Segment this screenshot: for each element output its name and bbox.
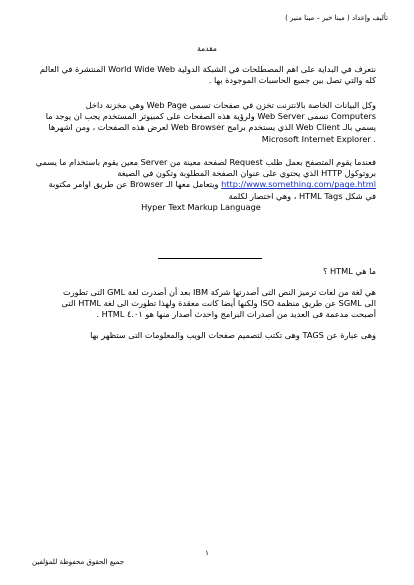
request-link-line (26, 179, 376, 190)
page-title: مقدمة (197, 44, 217, 53)
request-paragraph (26, 157, 376, 213)
web-page-paragraph (26, 100, 376, 145)
intro-paragraph (26, 64, 376, 86)
definition-line: أصبحت مدعمة فى العديد من أصدرات البرامج واحدث أصدار منها هو ٤.٠١ HTML . (96, 309, 376, 320)
request-line: فعندما يقوم المتصفح بعمل طلب Request لصفحة معينة من Server معين يقوم باستخدام ما يسمي (35, 157, 376, 167)
html-expansion: Hyper Text Markup Language (141, 201, 261, 212)
tags-line: في شكل HTML Tags ، وهي اختصار لكلمة (228, 190, 376, 201)
definition-paragraph (26, 287, 376, 321)
author-credit: تأليف وإعداد ( مينا خير – مينا منير ) (285, 14, 388, 22)
intro-line: كله والتي تصل بين جميع الحاسبات الموجودة بها . (208, 75, 376, 86)
request-line: بروتوكول HTTP الذي يحتوي على عنوان الصفحة المطلوبة وتكون في الصيغة (117, 168, 376, 179)
web-page-line: يسمي بالـ Web Client الذي يستخدم برامج Web Browser لعرض هذه الصفحات ، ومن اشهرها (48, 122, 376, 133)
copyright-notice: جميع الحقوق محفوظة للمؤلفين (32, 558, 125, 566)
tags-paragraph (26, 330, 376, 341)
page-number: ١ (205, 549, 209, 557)
definition-line: هي لغة من لغات ترميز النص التى أصدرتها شركة IBM بعد أن أصدرت لغة GML التى تطورت (63, 287, 376, 297)
web-page-line: Computers تسمى Web Server ولرؤية هذه الصفحات على كمبيوتر المستخدم يجب ان يوجد ما (45, 111, 376, 122)
definition-line: الى SGML عن طريق منظمة ISO ولكنها أيضا كانت معقدة ولهذا تطورت الى لغة HTML التى (61, 298, 376, 309)
section-question: ما هي HTML ؟ (323, 266, 376, 276)
section-divider (158, 258, 262, 259)
web-page-line: . Microsoft Internet Explorer (261, 133, 376, 144)
web-page-line: وكل البيانات الخاصة بالانترنت تخزن في صفحات تسمى Web Page وهي مخزنة داخل (85, 100, 376, 110)
browser-text: ويتعامل معها الـ Browser عن طريق اوامر مكتوبة (48, 179, 222, 190)
page-url-link[interactable]: http://www.something.com/page.html (221, 179, 376, 190)
intro-line: نتعرف في البداية على اهم المصطلحات في الشبكة الدولية World Wide Web المنتشرة في العالم (39, 64, 376, 74)
tags-text: وهى عبارة عن TAGS وهى تكتب لتصميم صفحات الويب والمعلومات التى ستظهر بها (90, 330, 376, 340)
